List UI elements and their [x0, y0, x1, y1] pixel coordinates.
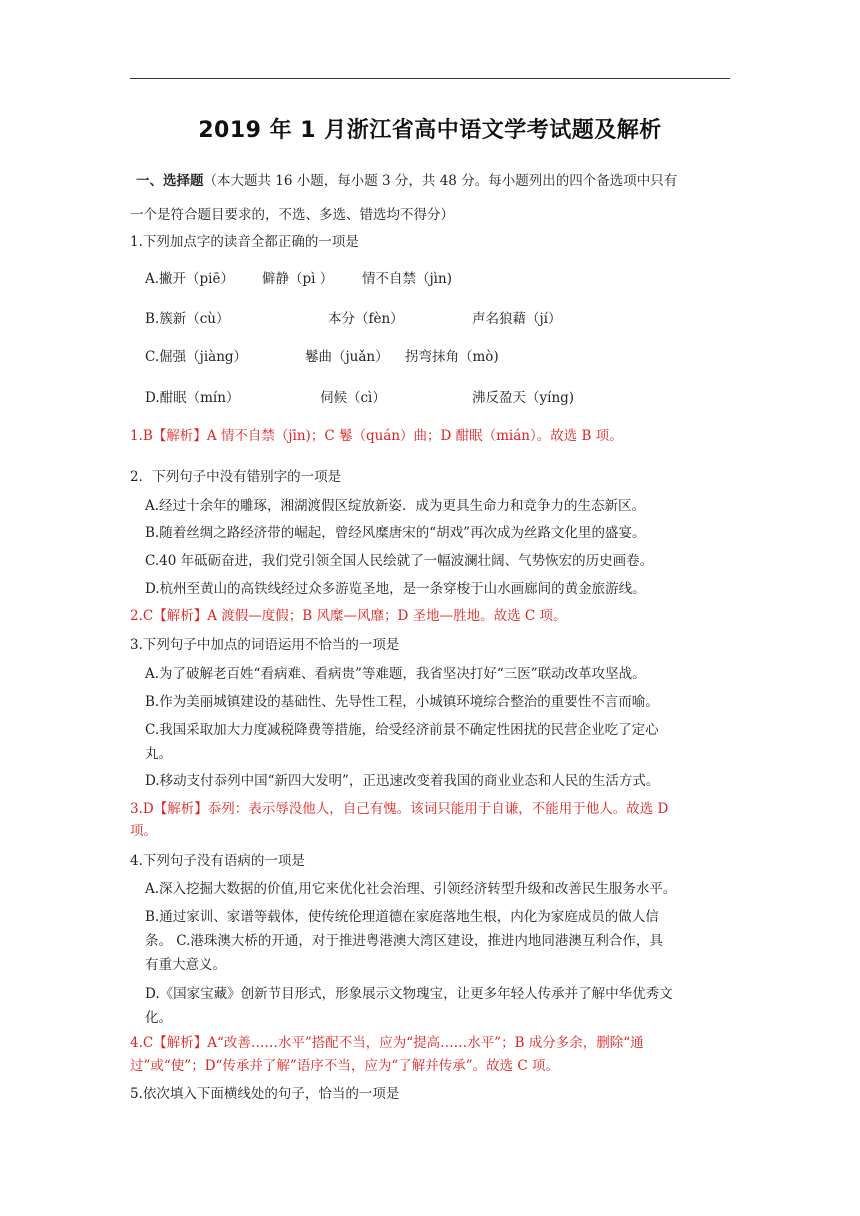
q4-option-d-1: D.《国家宝藏》创新节目形式，形象展示文物瑰宝，让更多年轻人传承并了解中华优秀文 — [145, 986, 673, 1002]
q2-option-a: A.经过十余年的雕琢，湘湖渡假区绽放新姿．成为更具生命力和竞争力的生态新区。 — [145, 498, 646, 514]
q2-option-c: C.40 年砥砺奋进，我们党引领全国人民绘就了一幅波澜壮阔、气势恢宏的历史画卷。 — [145, 553, 654, 569]
q1-answer-body: A 情不自禁（jīn)；C 鬈（quán）曲；D 酣眠（mián）。故选 B 项。 — [206, 428, 623, 444]
q4-option-b-2: 条。 C.港珠澳大桥的开通，对于推进粤港澳大湾区建设，推进内地同港澳互利合作，具 — [145, 933, 663, 949]
q2-option-d: D.杭州至黄山的高铁线经过众多游览圣地，是一条穿梭于山水画廊间的黄金旅游线。 — [145, 581, 646, 597]
q4-option-b-1: B.通过家训、家谱等载体，使传统伦理道德在家庭落地生根，内化为家庭成员的做人信 — [145, 909, 659, 925]
q1-option-d-2: 伺候（cì） — [320, 390, 386, 406]
q3-option-c-1: C.我国采取加大力度减税降费等措施，给受经济前景不确定性困扰的民营企业吃了定心 — [145, 722, 659, 738]
q4-answer-body-1: A“改善……水平”搭配不当，应为“提高……水平”；B 成分多余，删除“通 — [207, 1035, 644, 1051]
q3-option-c-2: 丸。 — [145, 746, 172, 762]
section-intro-2: 一个是符合题目要求的，不选、多选、错选均不得分） — [130, 207, 454, 223]
q4-option-d-2: 化。 — [145, 1010, 172, 1026]
q2-stem: 2．下列句子中没有错别字的一项是 — [130, 469, 342, 485]
q4-option-b-3: 有重大意义。 — [145, 957, 226, 973]
page-title: 2019 年 1 月浙江省高中语文学考试题及解析 — [198, 118, 662, 143]
q1-option-d-1: D.酣眠（mín） — [145, 390, 240, 406]
q1-option-c-1: C.倔强（jiàng） — [145, 349, 248, 365]
q1-option-b-2: 本分（fèn） — [328, 311, 404, 327]
q2-answer-head: 2.C【解析】 — [130, 608, 208, 624]
section-heading: 一、选择题 — [136, 173, 204, 189]
q2-answer — [130, 607, 567, 625]
q1-option-a-1: A.撇开（piē） — [145, 271, 234, 287]
q4-option-a: A.深入挖掘大数据的价值,用它来优化社会治理、引领经济转型升级和改善民生服务水平。 — [145, 881, 677, 897]
q3-option-d: D.移动支付忝列中国“新四大发明”，正迅速改变着我国的商业业态和人民的生活方式。 — [145, 773, 660, 789]
q3-answer-body-2: 项。 — [130, 823, 157, 839]
q3-stem: 3.下列句子中加点的词语运用不恰当的一项是 — [130, 637, 400, 653]
q3-answer-head: 3.D【解析】 — [130, 801, 208, 817]
q1-option-d-3: 沸反盈天（yíng) — [472, 390, 575, 406]
header-rule — [130, 78, 730, 79]
q1-option-b-1: B.簇新（cù） — [145, 311, 230, 327]
q5-stem: 5.依次填入下面横线处的句子，恰当的一项是 — [130, 1086, 400, 1102]
q1-answer — [130, 427, 623, 445]
q3-option-a: A.为了破解老百姓“看病难、看病贵”等难题，我省坚决打好“三医”联动改革攻坚战。 — [145, 666, 646, 682]
q2-option-b: B.随着丝绸之路经济带的崛起，曾经风糜唐宋的“胡戏”再次成为丝路文化里的盛宴。 — [145, 525, 646, 541]
q3-answer-body-1: 忝列：表示辱没他人，自己有愧。该词只能用于自谦，不能用于他人。故选 D — [207, 801, 669, 817]
section-intro-line-1 — [136, 172, 677, 190]
q2-answer-body: A 渡假—度假；B 风糜—风靡；D 圣地—胜地。故选 C 项。 — [207, 608, 567, 624]
q4-answer-1 — [130, 1034, 644, 1052]
q1-answer-head: 1.B【解析】 — [130, 428, 207, 444]
section-intro-1: （本大题共 16 小题，每小题 3 分，共 48 分。每小题列出的四个备选项中只有 — [203, 173, 678, 189]
q4-answer-head: 4.C【解析】 — [130, 1035, 208, 1051]
q3-answer-1 — [130, 800, 668, 818]
q4-stem: 4.下列句子没有语病的一项是 — [130, 853, 305, 869]
q3-option-b: B.作为美丽城镇建设的基础性、先导性工程，小城镇环境综合整治的重要性不言而喻。 — [145, 694, 659, 710]
q1-option-b-3: 声名狼藉（jí） — [472, 311, 562, 327]
q1-option-a-3: 情不自禁（jìn) — [362, 271, 452, 287]
q1-option-c-2: 鬈曲（juǎn） — [305, 349, 389, 365]
q4-answer-body-2: 过”或“使”；D“传承并了解”语序不当，应为“了解并传承”。故选 C 项。 — [130, 1058, 560, 1074]
q1-option-a-2: 僻静（pì ） — [262, 271, 334, 287]
q1-stem: 1.下列加点字的读音全都正确的一项是 — [130, 234, 359, 250]
q1-option-c-3: 拐弯抹角（mò) — [405, 349, 499, 365]
